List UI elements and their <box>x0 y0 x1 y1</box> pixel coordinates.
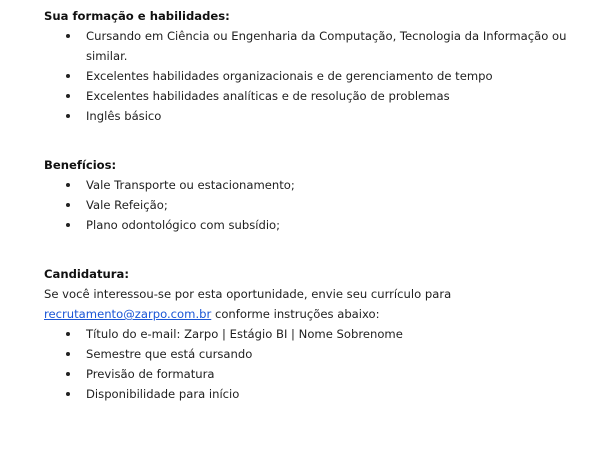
list-item: Vale Refeição; <box>64 195 599 215</box>
list-item: Excelentes habilidades organizacionais e de gerenciamento de tempo <box>64 66 599 86</box>
section-skills <box>44 6 599 126</box>
section-application <box>44 264 599 404</box>
list-item: Título do e-mail: Zarpo | Estágio BI | Nome Sobrenome <box>64 324 599 344</box>
section-benefits <box>44 155 599 235</box>
section-heading: Benefícios: <box>44 158 117 172</box>
list-item: Inglês básico <box>64 106 599 126</box>
list-item: Excelentes habilidades analíticas e de resolução de problemas <box>64 86 599 106</box>
section-heading: Candidatura: <box>44 267 129 281</box>
list-item: Plano odontológico com subsídio; <box>64 215 599 235</box>
list-item: Disponibilidade para início <box>64 384 599 404</box>
job-posting-document <box>44 6 599 404</box>
list-item: Semestre que está cursando <box>64 344 599 364</box>
list-item: Cursando em Ciência ou Engenharia da Computação, Tecnologia da Informação ou similar. <box>64 26 599 66</box>
list-item: Vale Transporte ou estacionamento; <box>64 175 599 195</box>
section-spacer <box>44 235 599 264</box>
email-link[interactable]: recrutamento@zarpo.com.br <box>44 307 212 321</box>
section-heading: Sua formação e habilidades: <box>44 9 230 23</box>
application-list <box>44 324 599 404</box>
application-intro <box>44 284 599 324</box>
section-spacer <box>44 126 599 155</box>
intro-line-2-suffix: conforme instruções abaixo: <box>211 307 380 321</box>
skills-list <box>44 26 599 126</box>
intro-line-1: Se você interessou-se por esta oportunidade, envie seu currículo para <box>44 287 452 301</box>
list-item: Previsão de formatura <box>64 364 599 384</box>
benefits-list <box>44 175 599 235</box>
